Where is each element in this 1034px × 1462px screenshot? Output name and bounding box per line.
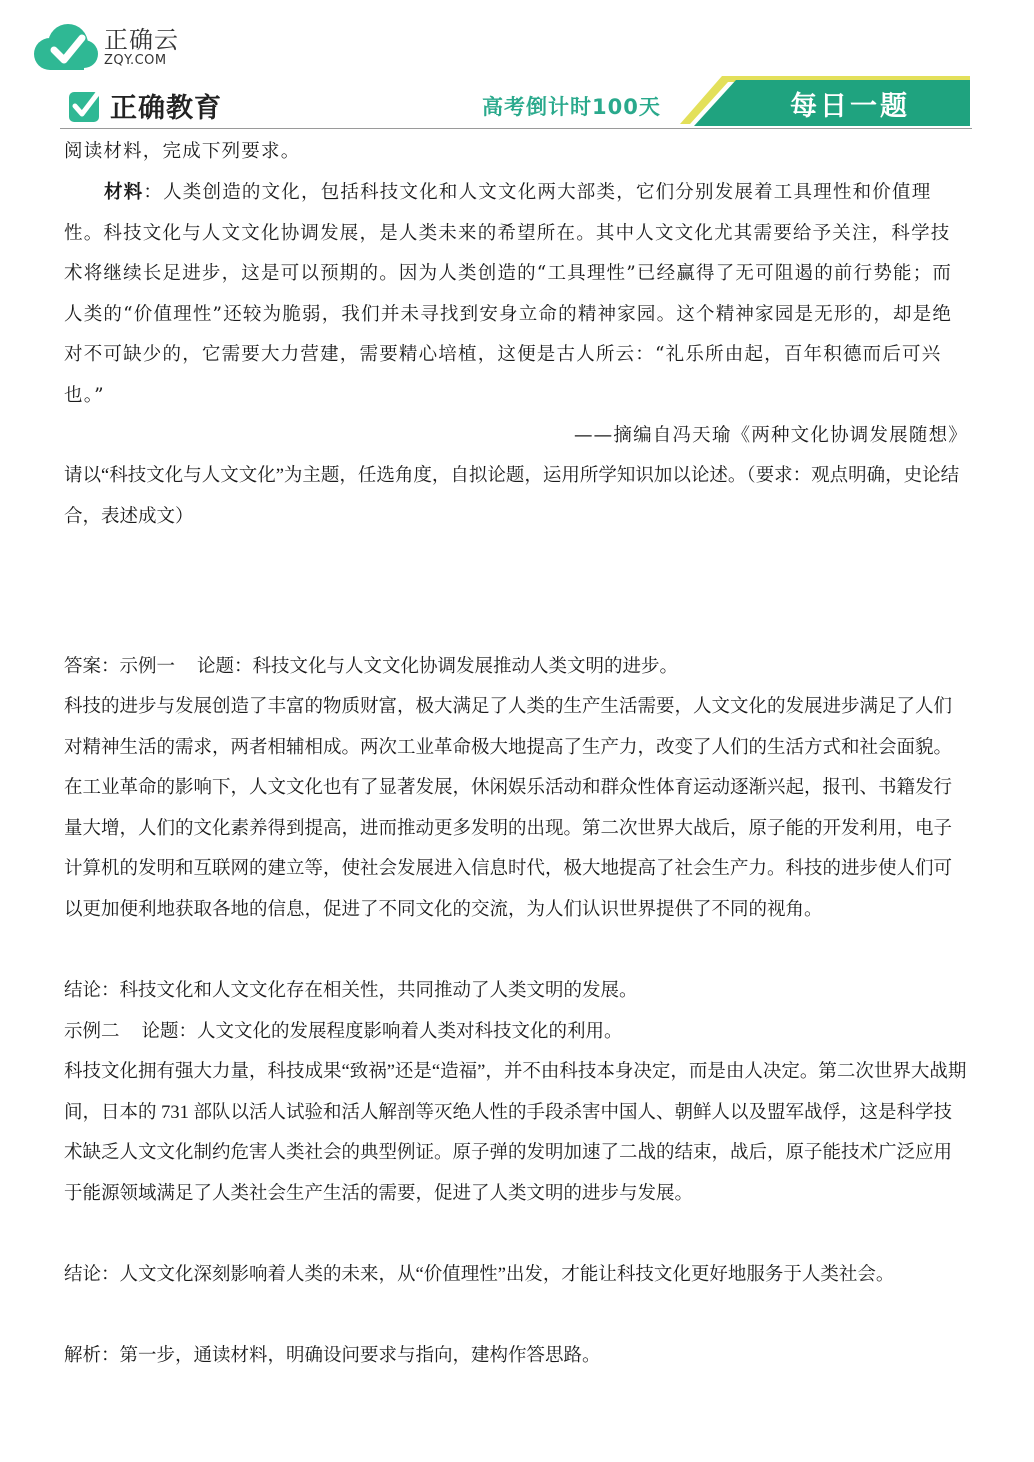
analysis-text: 解析：第一步，通读材料，明确设问要求与指向，建构作答思路。: [64, 1346, 601, 1366]
countdown-text: 高考倒计时100天: [482, 95, 661, 119]
brand: [68, 86, 222, 125]
question-prompt: 请以“科技文化与人文文化”为主题，任选角度，自拟论题，运用所学知识加以论述。（要求：观点明确，史论结合，表述成文）: [64, 466, 960, 527]
example2-conclusion: 结论：人文文化深刻影响着人类的未来，从“价值理性”出发，才能让科技文化更好地服务于人类社会。: [64, 1265, 895, 1285]
logo-name: 正确云: [104, 26, 179, 54]
header-divider: [60, 128, 972, 129]
checkbox-check-icon: [68, 89, 102, 123]
example1-label: 答案：示例一: [64, 657, 176, 677]
material-paragraph: [64, 173, 970, 416]
example1-conclusion: 结论：科技文化和人文文化存在相关性，共同推动了人类文明的发展。: [64, 981, 638, 1001]
logo-domain: ZQY.COM: [104, 53, 167, 68]
example2-body: 科技文化拥有强大力量，科技成果“致祸”还是“造福”，并不由科技本身决定，而是由人决定。第二次世界大战期间，日本的 731 部队以活人试验和活人解剖等灭绝人性的手段杀害中国人、朝鲜人以及盟军战俘，这是科学技术缺乏人文文化制约危害人类社会的典型例证。原子弹的发明加速了二战的结束，战后，原子能技术广泛应用于能源领域满足了人类社会生产生活的需要，促进了人类文明的进步与发展。: [64, 1062, 967, 1204]
instruction: 阅读材料，完成下列要求。: [64, 141, 301, 162]
cloud-check-icon: [30, 20, 100, 74]
example2-thesis: 论题：人文文化的发展程度影响着人类对科技文化的利用。: [141, 1022, 623, 1042]
example2-heading: [64, 1012, 970, 1053]
example2-label: 示例二: [64, 1022, 120, 1042]
example1-body: 科技的进步与发展创造了丰富的物质财富，极大满足了人类的生产生活需要，人文文化的发展进步满足了人们对精神生活的需求，两者相辅相成。两次工业革命极大地提高了生产力，改变了人们的生活方式和社会面貌。在工业革命的影响下，人文文化也有了显著发展，休闲娱乐活动和群众性体育运动逐渐兴起，报刊、书籍发行量大增，人们的文化素养得到提高，进而推动更多发明的出现。第二次世界大战后，原子能的开发利用，电子计算机的发明和互联网的建立等，使社会发展进入信息时代，极大地提高了社会生产力。科技的进步使人们可以更加便利地获取各地的信息，促进了不同文化的交流，为人们认识世界提供了不同的视角。: [64, 697, 953, 920]
brand-name: 正确教育: [110, 93, 222, 124]
banner-label: 每日一题: [790, 91, 910, 122]
material-source: ——摘编自冯天瑜《两种文化协调发展随想》: [573, 425, 968, 446]
example1-heading: [64, 647, 970, 688]
material-label: 材料: [104, 182, 144, 203]
material-text: ：人类创造的文化，包括科技文化和人文文化两大部类，它们分别发展着工具理性和价值理性。科技文化与人文文化协调发展，是人类未来的希望所在。其中人文文化尤其需要给予关注，科学技术将继续长足进步，这是可以预期的。因为人类创造的“工具理性”已经赢得了无可阻遏的前行势能；而人类的“价值理性”还较为脆弱，我们并未寻找到安身立命的精神家园。这个精神家园是无形的，却是绝对不可缺少的，它需要大力营建，需要精心培植，这便是古人所云：“礼乐所由起，百年积德而后可兴也。”: [64, 182, 953, 406]
example1-thesis: 论题：科技文化与人文文化协调发展推动人类文明的进步。: [197, 657, 679, 677]
